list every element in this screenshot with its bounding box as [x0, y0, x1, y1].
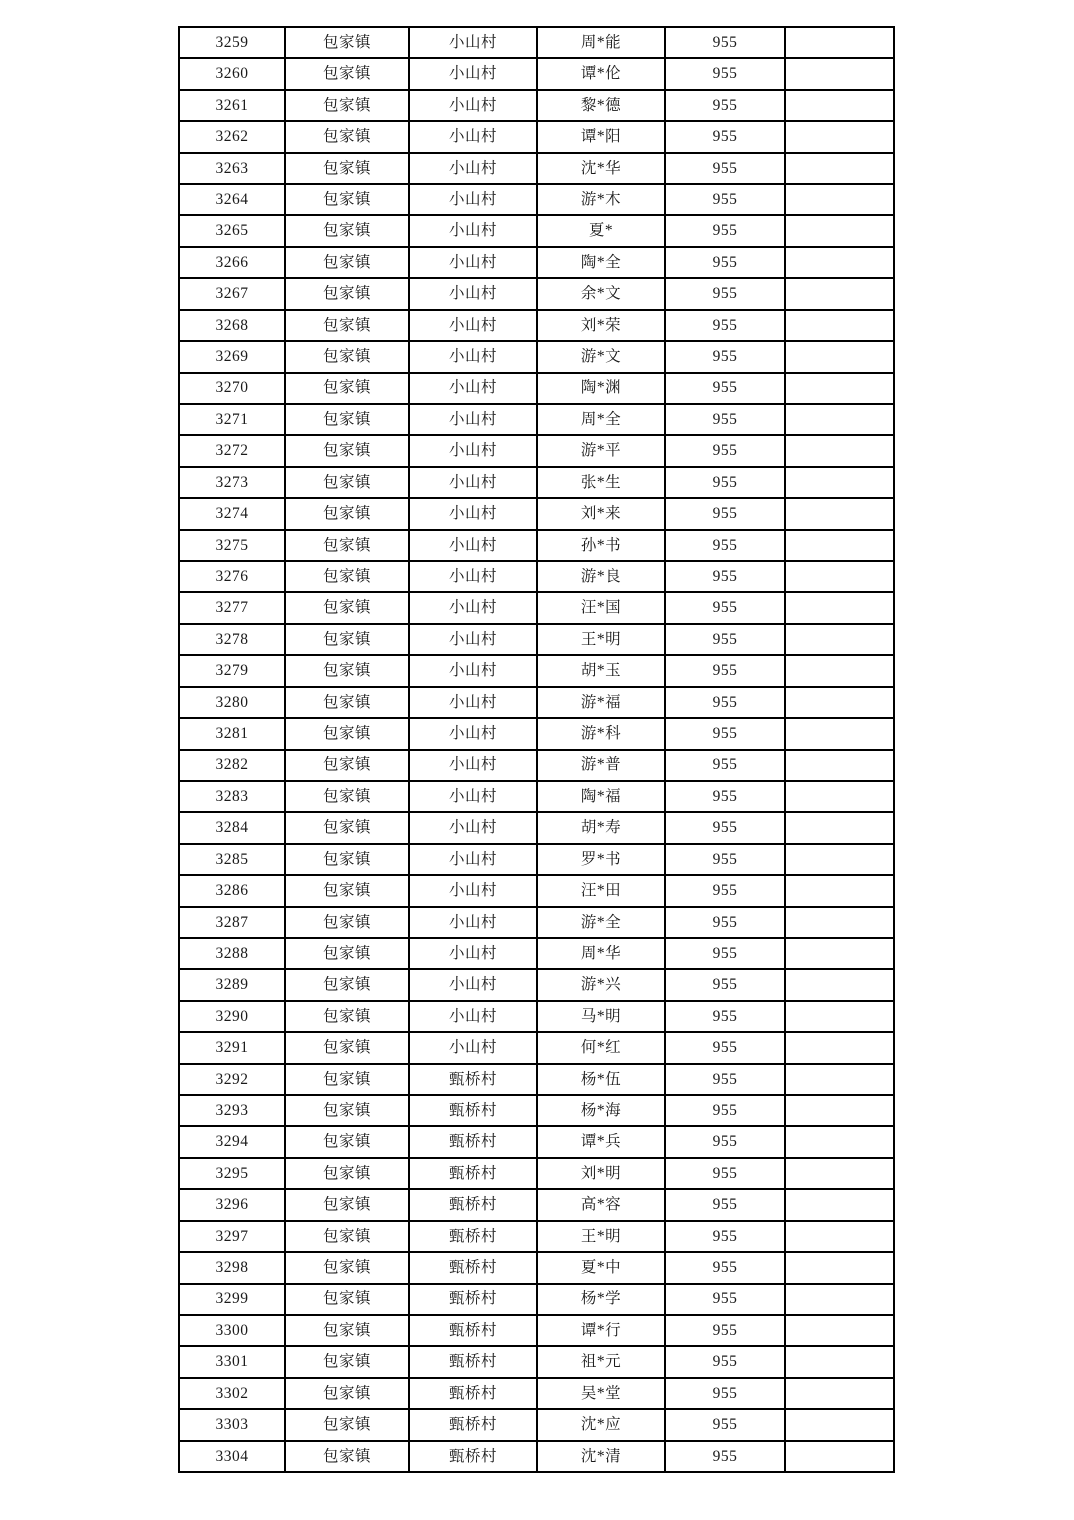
cell-name: 沈*应 — [538, 1410, 664, 1439]
cell-village: 甄桥村 — [410, 1096, 536, 1125]
cell-amount: 955 — [666, 593, 784, 622]
cell-village: 小山村 — [410, 248, 536, 277]
cell-note — [786, 1159, 893, 1188]
cell-note — [786, 1410, 893, 1439]
cell-name: 周*华 — [538, 939, 664, 968]
cell-village: 甄桥村 — [410, 1253, 536, 1282]
cell-note — [786, 468, 893, 497]
cell-amount: 955 — [666, 279, 784, 308]
cell-village: 甄桥村 — [410, 1410, 536, 1439]
cell-amount: 955 — [666, 374, 784, 403]
cell-note — [786, 531, 893, 560]
cell-village: 小山村 — [410, 1002, 536, 1031]
cell-index: 3271 — [180, 405, 284, 434]
cell-amount: 955 — [666, 908, 784, 937]
cell-index: 3261 — [180, 91, 284, 120]
cell-index: 3277 — [180, 593, 284, 622]
cell-village: 小山村 — [410, 939, 536, 968]
cell-name: 汪*国 — [538, 593, 664, 622]
cell-index: 3284 — [180, 813, 284, 842]
cell-village: 甄桥村 — [410, 1127, 536, 1156]
cell-name: 刘*明 — [538, 1159, 664, 1188]
cell-village: 甄桥村 — [410, 1285, 536, 1314]
cell-name: 马*明 — [538, 1002, 664, 1031]
cell-note — [786, 1096, 893, 1125]
cell-index: 3268 — [180, 311, 284, 340]
cell-amount: 955 — [666, 91, 784, 120]
cell-note — [786, 1285, 893, 1314]
cell-index: 3300 — [180, 1316, 284, 1345]
cell-amount: 955 — [666, 1002, 784, 1031]
cell-index: 3303 — [180, 1410, 284, 1439]
cell-town: 包家镇 — [286, 468, 408, 497]
cell-index: 3294 — [180, 1127, 284, 1156]
cell-index: 3265 — [180, 216, 284, 245]
cell-name: 游*文 — [538, 342, 664, 371]
cell-village: 甄桥村 — [410, 1065, 536, 1094]
cell-town: 包家镇 — [286, 1002, 408, 1031]
cell-amount: 955 — [666, 1222, 784, 1251]
cell-amount: 955 — [666, 248, 784, 277]
cell-town: 包家镇 — [286, 908, 408, 937]
cell-village: 甄桥村 — [410, 1222, 536, 1251]
cell-index: 3272 — [180, 436, 284, 465]
cell-amount: 955 — [666, 782, 784, 811]
cell-index: 3267 — [180, 279, 284, 308]
cell-note — [786, 28, 893, 57]
cell-note — [786, 1065, 893, 1094]
cell-village: 小山村 — [410, 593, 536, 622]
cell-village: 小山村 — [410, 28, 536, 57]
cell-name: 游*兴 — [538, 970, 664, 999]
cell-town: 包家镇 — [286, 1379, 408, 1408]
cell-note — [786, 876, 893, 905]
cell-town: 包家镇 — [286, 311, 408, 340]
cell-note — [786, 562, 893, 591]
cell-amount: 955 — [666, 499, 784, 528]
cell-amount: 955 — [666, 845, 784, 874]
cell-index: 3259 — [180, 28, 284, 57]
cell-note — [786, 1033, 893, 1062]
cell-index: 3283 — [180, 782, 284, 811]
cell-town: 包家镇 — [286, 593, 408, 622]
cell-village: 小山村 — [410, 436, 536, 465]
cell-amount: 955 — [666, 813, 784, 842]
cell-note — [786, 91, 893, 120]
cell-index: 3304 — [180, 1442, 284, 1471]
cell-name: 陶*全 — [538, 248, 664, 277]
cell-village: 小山村 — [410, 813, 536, 842]
cell-village: 甄桥村 — [410, 1316, 536, 1345]
cell-village: 小山村 — [410, 374, 536, 403]
cell-village: 小山村 — [410, 751, 536, 780]
cell-note — [786, 845, 893, 874]
cell-index: 3264 — [180, 185, 284, 214]
cell-note — [786, 59, 893, 88]
cell-index: 3293 — [180, 1096, 284, 1125]
cell-town: 包家镇 — [286, 939, 408, 968]
cell-town: 包家镇 — [286, 688, 408, 717]
cell-amount: 955 — [666, 436, 784, 465]
cell-village: 小山村 — [410, 468, 536, 497]
cell-note — [786, 122, 893, 151]
cell-note — [786, 1222, 893, 1251]
cell-note — [786, 1316, 893, 1345]
cell-name: 杨*伍 — [538, 1065, 664, 1094]
cell-index: 3292 — [180, 1065, 284, 1094]
cell-town: 包家镇 — [286, 122, 408, 151]
cell-name: 胡*寿 — [538, 813, 664, 842]
cell-village: 小山村 — [410, 908, 536, 937]
cell-amount: 955 — [666, 688, 784, 717]
cell-index: 3278 — [180, 625, 284, 654]
cell-note — [786, 185, 893, 214]
cell-town: 包家镇 — [286, 405, 408, 434]
cell-note — [786, 751, 893, 780]
cell-note — [786, 499, 893, 528]
cell-amount: 955 — [666, 1159, 784, 1188]
cell-village: 甄桥村 — [410, 1159, 536, 1188]
cell-amount: 955 — [666, 1096, 784, 1125]
cell-index: 3291 — [180, 1033, 284, 1062]
cell-note — [786, 1379, 893, 1408]
cell-name: 游*良 — [538, 562, 664, 591]
cell-town: 包家镇 — [286, 499, 408, 528]
cell-town: 包家镇 — [286, 1096, 408, 1125]
cell-village: 小山村 — [410, 279, 536, 308]
cell-amount: 955 — [666, 468, 784, 497]
cell-town: 包家镇 — [286, 1410, 408, 1439]
cell-index: 3286 — [180, 876, 284, 905]
cell-note — [786, 1190, 893, 1219]
cell-name: 王*明 — [538, 625, 664, 654]
cell-index: 3282 — [180, 751, 284, 780]
cell-village: 小山村 — [410, 656, 536, 685]
cell-town: 包家镇 — [286, 751, 408, 780]
cell-town: 包家镇 — [286, 28, 408, 57]
cell-town: 包家镇 — [286, 625, 408, 654]
cell-town: 包家镇 — [286, 1127, 408, 1156]
cell-note — [786, 939, 893, 968]
cell-town: 包家镇 — [286, 876, 408, 905]
cell-name: 何*红 — [538, 1033, 664, 1062]
cell-index: 3299 — [180, 1285, 284, 1314]
cell-name: 汪*田 — [538, 876, 664, 905]
cell-note — [786, 1127, 893, 1156]
cell-name: 谭*行 — [538, 1316, 664, 1345]
cell-town: 包家镇 — [286, 1442, 408, 1471]
cell-village: 小山村 — [410, 91, 536, 120]
cell-note — [786, 908, 893, 937]
cell-name: 沈*清 — [538, 1442, 664, 1471]
cell-village: 甄桥村 — [410, 1190, 536, 1219]
cell-amount: 955 — [666, 1410, 784, 1439]
cell-index: 3273 — [180, 468, 284, 497]
cell-note — [786, 216, 893, 245]
cell-name: 游*平 — [538, 436, 664, 465]
cell-name: 杨*海 — [538, 1096, 664, 1125]
cell-village: 小山村 — [410, 562, 536, 591]
cell-name: 陶*渊 — [538, 374, 664, 403]
cell-amount: 955 — [666, 1190, 784, 1219]
cell-name: 王*明 — [538, 1222, 664, 1251]
cell-name: 刘*荣 — [538, 311, 664, 340]
cell-index: 3296 — [180, 1190, 284, 1219]
cell-note — [786, 813, 893, 842]
cell-amount: 955 — [666, 1379, 784, 1408]
cell-index: 3290 — [180, 1002, 284, 1031]
cell-village: 小山村 — [410, 216, 536, 245]
cell-name: 余*文 — [538, 279, 664, 308]
cell-amount: 955 — [666, 122, 784, 151]
cell-index: 3266 — [180, 248, 284, 277]
cell-note — [786, 782, 893, 811]
cell-name: 罗*书 — [538, 845, 664, 874]
cell-index: 3275 — [180, 531, 284, 560]
cell-name: 谭*阳 — [538, 122, 664, 151]
cell-name: 吴*堂 — [538, 1379, 664, 1408]
cell-note — [786, 311, 893, 340]
cell-name: 夏* — [538, 216, 664, 245]
cell-village: 小山村 — [410, 342, 536, 371]
cell-amount: 955 — [666, 185, 784, 214]
cell-village: 小山村 — [410, 876, 536, 905]
cell-index: 3281 — [180, 719, 284, 748]
cell-town: 包家镇 — [286, 1159, 408, 1188]
cell-town: 包家镇 — [286, 374, 408, 403]
cell-amount: 955 — [666, 154, 784, 183]
cell-village: 小山村 — [410, 1033, 536, 1062]
cell-note — [786, 1347, 893, 1376]
cell-amount: 955 — [666, 970, 784, 999]
cell-village: 甄桥村 — [410, 1442, 536, 1471]
cell-amount: 955 — [666, 59, 784, 88]
cell-village: 小山村 — [410, 499, 536, 528]
cell-index: 3270 — [180, 374, 284, 403]
cell-name: 游*科 — [538, 719, 664, 748]
cell-name: 夏*中 — [538, 1253, 664, 1282]
cell-village: 小山村 — [410, 970, 536, 999]
cell-amount: 955 — [666, 1442, 784, 1471]
cell-name: 周*全 — [538, 405, 664, 434]
cell-note — [786, 248, 893, 277]
cell-name: 孙*书 — [538, 531, 664, 560]
cell-village: 甄桥村 — [410, 1379, 536, 1408]
cell-village: 小山村 — [410, 311, 536, 340]
cell-index: 3276 — [180, 562, 284, 591]
cell-note — [786, 342, 893, 371]
cell-amount: 955 — [666, 1316, 784, 1345]
cell-amount: 955 — [666, 719, 784, 748]
cell-note — [786, 688, 893, 717]
cell-index: 3274 — [180, 499, 284, 528]
cell-town: 包家镇 — [286, 1065, 408, 1094]
cell-amount: 955 — [666, 939, 784, 968]
beneficiary-table — [178, 26, 895, 1473]
cell-amount: 955 — [666, 876, 784, 905]
cell-amount: 955 — [666, 311, 784, 340]
cell-town: 包家镇 — [286, 279, 408, 308]
cell-amount: 955 — [666, 1127, 784, 1156]
cell-name: 高*容 — [538, 1190, 664, 1219]
cell-amount: 955 — [666, 405, 784, 434]
cell-village: 小山村 — [410, 782, 536, 811]
cell-amount: 955 — [666, 656, 784, 685]
cell-village: 小山村 — [410, 59, 536, 88]
cell-amount: 955 — [666, 1253, 784, 1282]
cell-note — [786, 719, 893, 748]
cell-name: 黎*德 — [538, 91, 664, 120]
cell-town: 包家镇 — [286, 342, 408, 371]
cell-town: 包家镇 — [286, 1033, 408, 1062]
cell-town: 包家镇 — [286, 1347, 408, 1376]
cell-town: 包家镇 — [286, 1316, 408, 1345]
cell-village: 小山村 — [410, 719, 536, 748]
cell-village: 小山村 — [410, 625, 536, 654]
cell-town: 包家镇 — [286, 1285, 408, 1314]
cell-town: 包家镇 — [286, 1253, 408, 1282]
cell-name: 杨*学 — [538, 1285, 664, 1314]
cell-village: 小山村 — [410, 845, 536, 874]
cell-index: 3262 — [180, 122, 284, 151]
cell-town: 包家镇 — [286, 970, 408, 999]
cell-name: 游*木 — [538, 185, 664, 214]
cell-town: 包家镇 — [286, 719, 408, 748]
cell-index: 3297 — [180, 1222, 284, 1251]
cell-name: 周*能 — [538, 28, 664, 57]
cell-amount: 955 — [666, 1033, 784, 1062]
cell-name: 游*全 — [538, 908, 664, 937]
cell-amount: 955 — [666, 216, 784, 245]
cell-town: 包家镇 — [286, 1222, 408, 1251]
cell-town: 包家镇 — [286, 562, 408, 591]
cell-town: 包家镇 — [286, 436, 408, 465]
cell-index: 3289 — [180, 970, 284, 999]
cell-amount: 955 — [666, 28, 784, 57]
cell-index: 3279 — [180, 656, 284, 685]
cell-note — [786, 656, 893, 685]
cell-name: 张*生 — [538, 468, 664, 497]
cell-index: 3263 — [180, 154, 284, 183]
cell-amount: 955 — [666, 625, 784, 654]
cell-town: 包家镇 — [286, 531, 408, 560]
cell-note — [786, 970, 893, 999]
cell-village: 小山村 — [410, 185, 536, 214]
cell-note — [786, 625, 893, 654]
cell-village: 小山村 — [410, 154, 536, 183]
cell-index: 3295 — [180, 1159, 284, 1188]
cell-note — [786, 593, 893, 622]
cell-note — [786, 374, 893, 403]
cell-name: 游*普 — [538, 751, 664, 780]
cell-village: 小山村 — [410, 405, 536, 434]
cell-town: 包家镇 — [286, 845, 408, 874]
cell-index: 3287 — [180, 908, 284, 937]
cell-amount: 955 — [666, 562, 784, 591]
cell-index: 3269 — [180, 342, 284, 371]
cell-name: 胡*玉 — [538, 656, 664, 685]
cell-amount: 955 — [666, 1065, 784, 1094]
cell-name: 沈*华 — [538, 154, 664, 183]
cell-town: 包家镇 — [286, 248, 408, 277]
cell-town: 包家镇 — [286, 91, 408, 120]
cell-name: 陶*福 — [538, 782, 664, 811]
cell-name: 游*福 — [538, 688, 664, 717]
cell-index: 3302 — [180, 1379, 284, 1408]
cell-note — [786, 1253, 893, 1282]
cell-index: 3288 — [180, 939, 284, 968]
cell-note — [786, 279, 893, 308]
cell-town: 包家镇 — [286, 813, 408, 842]
cell-amount: 955 — [666, 531, 784, 560]
cell-amount: 955 — [666, 1347, 784, 1376]
cell-name: 谭*伦 — [538, 59, 664, 88]
cell-village: 小山村 — [410, 122, 536, 151]
cell-index: 3301 — [180, 1347, 284, 1376]
cell-town: 包家镇 — [286, 1190, 408, 1219]
cell-amount: 955 — [666, 342, 784, 371]
cell-index: 3260 — [180, 59, 284, 88]
cell-town: 包家镇 — [286, 216, 408, 245]
cell-town: 包家镇 — [286, 656, 408, 685]
cell-index: 3285 — [180, 845, 284, 874]
cell-town: 包家镇 — [286, 782, 408, 811]
cell-note — [786, 154, 893, 183]
cell-name: 刘*来 — [538, 499, 664, 528]
cell-town: 包家镇 — [286, 59, 408, 88]
cell-name: 谭*兵 — [538, 1127, 664, 1156]
cell-town: 包家镇 — [286, 185, 408, 214]
cell-note — [786, 436, 893, 465]
cell-note — [786, 405, 893, 434]
cell-village: 小山村 — [410, 688, 536, 717]
cell-note — [786, 1442, 893, 1471]
cell-town: 包家镇 — [286, 154, 408, 183]
cell-village: 小山村 — [410, 531, 536, 560]
cell-amount: 955 — [666, 751, 784, 780]
cell-note — [786, 1002, 893, 1031]
cell-index: 3280 — [180, 688, 284, 717]
cell-name: 祖*元 — [538, 1347, 664, 1376]
cell-amount: 955 — [666, 1285, 784, 1314]
cell-village: 甄桥村 — [410, 1347, 536, 1376]
cell-index: 3298 — [180, 1253, 284, 1282]
